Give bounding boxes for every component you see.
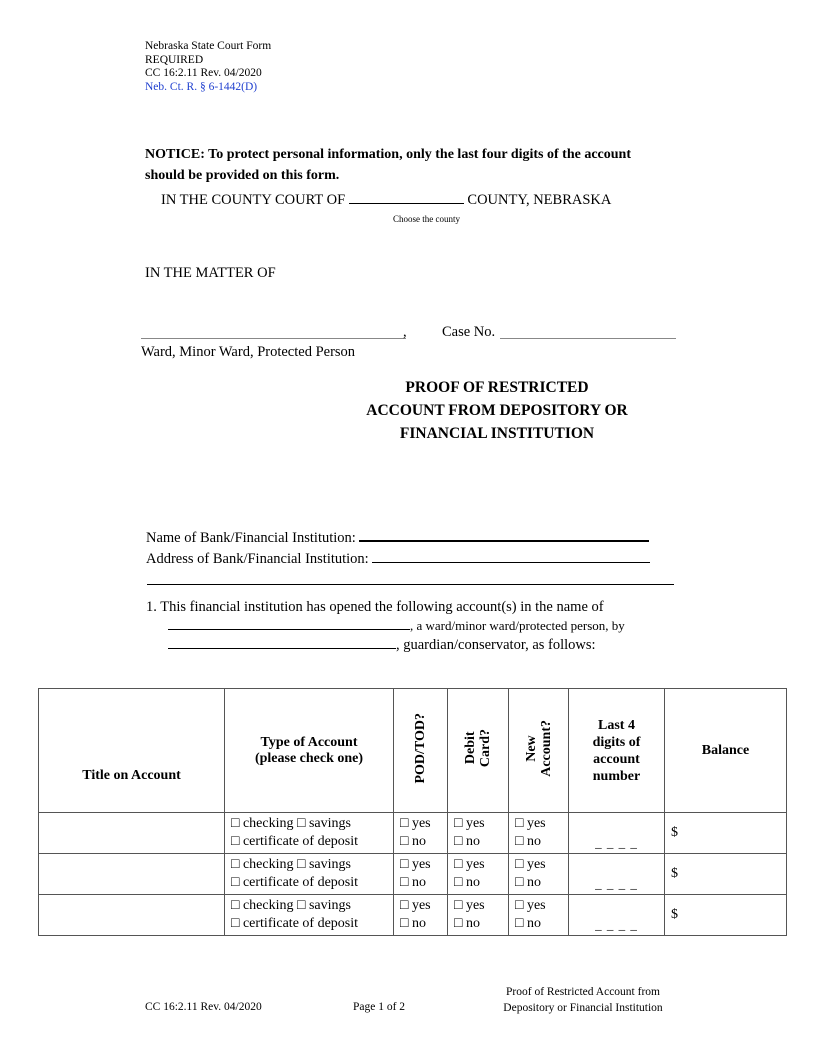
col-pod-tod <box>394 689 448 813</box>
accounts-table <box>38 688 787 936</box>
document-title <box>297 376 697 445</box>
title-line-1: PROOF OF RESTRICTED <box>405 379 589 396</box>
bank-address-label: Address of Bank/Financial Institution: <box>146 551 369 567</box>
new-header: New Account? <box>523 719 554 777</box>
table-header-row <box>39 689 787 813</box>
col-balance: Balance <box>665 689 787 813</box>
balance-cell[interactable]: $ <box>665 854 787 895</box>
col-title-on-account: Title on Account <box>39 689 225 813</box>
type-cell[interactable]: □ checking □ savings □ certificate of deposit <box>225 813 394 854</box>
pod-cell[interactable]: □ yes □ no <box>394 895 448 936</box>
new-cell[interactable]: □ yes □ no <box>509 813 569 854</box>
bank-address-field-2[interactable] <box>147 584 674 585</box>
comma: , <box>403 324 407 340</box>
case-number-label: Case No. <box>442 324 496 340</box>
new-cell[interactable]: □ yes □ no <box>509 854 569 895</box>
bank-info <box>146 527 650 570</box>
privacy-notice: NOTICE: To protect personal information, only the last four digits of the account should be provided on this form. <box>145 147 631 183</box>
ward-label: Ward, Minor Ward, Protected Person <box>141 344 356 360</box>
debit-cell[interactable]: □ yes □ no <box>448 895 509 936</box>
header-form-number: CC 16:2.11 Rev. 04/2020 <box>145 67 262 79</box>
paragraph-1-ward <box>168 618 625 634</box>
paragraph-1: 1. This financial institution has opened the following account(s) in the name of <box>146 599 604 615</box>
pod-cell[interactable]: □ yes □ no <box>394 813 448 854</box>
col-last-4: Last 4 digits of account number <box>569 689 665 813</box>
case-number-field[interactable] <box>500 338 676 339</box>
table-row <box>39 854 787 895</box>
type-cell[interactable]: □ checking □ savings □ certificate of deposit <box>225 895 394 936</box>
court-line <box>161 191 611 209</box>
court-prefix: IN THE COUNTY COURT OF <box>161 192 346 208</box>
form-header <box>145 40 271 94</box>
guardian-name-blank[interactable] <box>168 637 396 649</box>
col-new-account <box>509 689 569 813</box>
ward-name-field[interactable] <box>141 338 406 339</box>
bank-name-field[interactable] <box>359 527 649 542</box>
guardian-suffix: , guardian/conservator, as follows: <box>396 637 596 653</box>
ward-name-blank[interactable] <box>168 618 410 630</box>
pod-header: POD/TOD? <box>413 712 428 784</box>
table-row <box>39 813 787 854</box>
debit-cell[interactable]: □ yes □ no <box>448 813 509 854</box>
title-line-3: FINANCIAL INSTITUTION <box>399 425 595 442</box>
new-cell[interactable]: □ yes □ no <box>509 895 569 936</box>
rule-link[interactable]: Neb. Ct. R. § 6-1442(D) <box>145 80 258 93</box>
table-row <box>39 895 787 936</box>
header-required: REQUIRED <box>145 53 204 66</box>
title-cell[interactable] <box>39 813 225 854</box>
ward-suffix: , a ward/minor ward/protected person, by <box>410 618 625 633</box>
type-cell[interactable]: □ checking □ savings □ certificate of deposit <box>225 854 394 895</box>
footer-page-number: Page 1 of 2 <box>353 1001 406 1013</box>
footer-title-l2: Depository or Financial Institution <box>503 1002 663 1014</box>
footer-title-l1: Proof of Restricted Account from <box>506 986 660 998</box>
balance-cell[interactable]: $ <box>665 813 787 854</box>
county-field[interactable] <box>349 191 464 204</box>
last4-cell[interactable]: _ _ _ _ <box>569 854 665 895</box>
title-cell[interactable] <box>39 895 225 936</box>
pod-cell[interactable]: □ yes □ no <box>394 854 448 895</box>
title-cell[interactable] <box>39 854 225 895</box>
bank-name-label: Name of Bank/Financial Institution: <box>146 530 356 546</box>
last4-cell[interactable]: _ _ _ _ <box>569 813 665 854</box>
footer-title <box>478 984 688 1016</box>
footer-form-number: CC 16:2.11 Rev. 04/2020 <box>145 1001 262 1013</box>
type-header-l1: Type of Account <box>260 734 358 750</box>
last4-cell[interactable]: _ _ _ _ <box>569 895 665 936</box>
matter-heading: IN THE MATTER OF <box>145 265 276 281</box>
bank-address-field[interactable] <box>372 549 650 563</box>
header-court-form: Nebraska State Court Form <box>145 40 272 52</box>
debit-header: Debit Card? <box>463 728 493 768</box>
court-suffix: COUNTY, NEBRASKA <box>467 192 612 208</box>
balance-cell[interactable]: $ <box>665 895 787 936</box>
county-hint: Choose the county <box>393 214 460 224</box>
title-line-2: ACCOUNT FROM DEPOSITORY OR <box>366 402 628 419</box>
type-header-l2: (please check one) <box>254 750 364 766</box>
col-debit-card <box>448 689 509 813</box>
col-type-of-account <box>225 689 394 813</box>
debit-cell[interactable]: □ yes □ no <box>448 854 509 895</box>
paragraph-1-guardian <box>168 637 596 654</box>
